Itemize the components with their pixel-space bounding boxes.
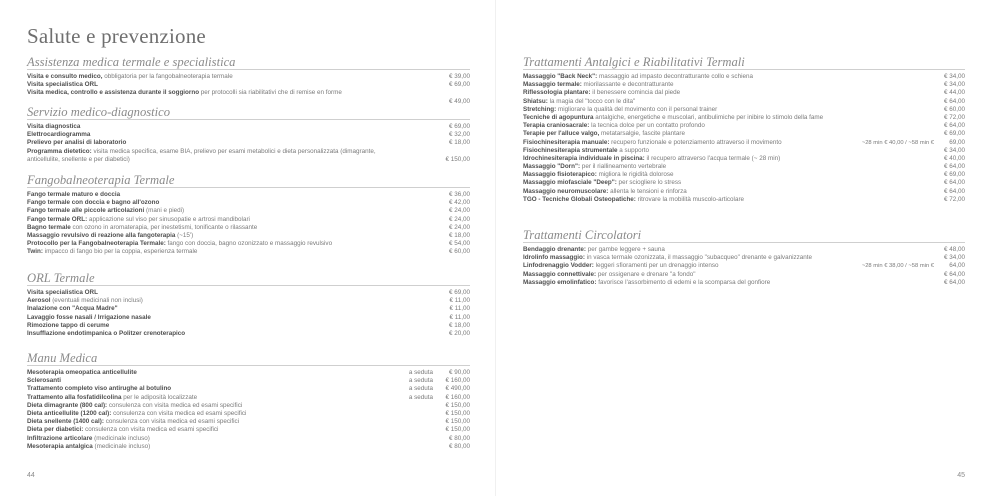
item-description	[523, 254, 883, 262]
item-name: Insufflazione endotimpanica o Politzer crenoterapico	[27, 329, 186, 337]
price-list-item	[27, 330, 470, 338]
item-description	[523, 89, 883, 97]
item-detail: consulenza con visita medica ed esami specifici	[111, 409, 247, 417]
price-list-item	[27, 297, 470, 305]
section-title: Assistenza medica termale e specialistica	[27, 55, 236, 69]
item-description	[27, 248, 387, 256]
item-detail: per il riallineamento vertebrale	[580, 163, 667, 171]
item-unit: a seduta	[408, 385, 433, 393]
item-detail: (mani e piedi)	[144, 207, 185, 215]
price-list-item	[27, 216, 470, 224]
item-description	[523, 246, 883, 254]
item-description	[27, 322, 387, 330]
price-list-item	[523, 147, 965, 155]
item-description	[523, 163, 883, 171]
item-price: € 18,00	[448, 321, 470, 329]
item-price: € 24,00	[448, 215, 470, 223]
item-name: Visita e consulto medico,	[27, 73, 103, 80]
item-name: Massaggio "Back Neck":	[523, 73, 598, 80]
item-price: € 64,00	[943, 122, 965, 130]
item-description	[27, 394, 387, 402]
section-title: Fangobalneoterapia Termale	[27, 173, 175, 187]
price-list-item	[27, 199, 470, 207]
section-rows	[27, 73, 470, 106]
item-price: € 69,00	[448, 123, 470, 130]
item-description	[523, 271, 883, 279]
item-description	[27, 377, 387, 385]
item-description	[27, 73, 387, 81]
item-detail: antalgiche, energetiche e muscolari, antibulimiche per inibire lo stimolo della fame	[593, 113, 824, 121]
item-name: Visita specialistica ORL	[27, 289, 98, 296]
item-price: € 64,00	[943, 163, 965, 171]
price-list-item	[27, 139, 470, 147]
section-divider	[27, 69, 470, 70]
item-description	[27, 131, 387, 139]
item-price: € 72,00	[943, 195, 965, 203]
section-divider	[523, 242, 965, 243]
item-description	[523, 81, 883, 89]
price-list-item	[523, 73, 965, 81]
price-list-item	[27, 81, 470, 89]
item-detail: ritrovare la mobilità muscolo-articolare	[635, 195, 745, 203]
item-description	[27, 330, 387, 338]
price-list-item	[27, 232, 470, 240]
price-list-item	[27, 402, 470, 410]
item-price: € 69,00	[448, 289, 470, 296]
price-list-item	[523, 262, 965, 270]
item-name: Aerosol	[27, 297, 51, 305]
item-description	[523, 179, 883, 187]
item-price: € 69,00	[943, 130, 965, 138]
item-price: € 150,00	[445, 418, 470, 426]
item-detail: consulenza con visita medica ed esami specifici	[107, 401, 243, 409]
price-list-item	[27, 426, 470, 434]
item-name: Shiatsu:	[523, 97, 548, 105]
item-name: Visita specialistica ORL	[27, 81, 98, 89]
section-rows	[27, 289, 470, 338]
item-price: € 49,00	[448, 97, 470, 105]
section-rows	[27, 191, 470, 257]
item-detail: visita medica specifica, esame BIA, prelievo per esami metabolici e dieta personalizzata (dimagrante, anticellulite, snellente e per diabetici)	[27, 147, 376, 163]
item-name: Dieta anticellulite (1200 cal):	[27, 409, 112, 417]
right-page	[496, 0, 992, 496]
item-price: € 18,00	[448, 139, 470, 147]
section-rows	[27, 123, 470, 164]
price-list-item	[523, 130, 965, 138]
item-price: € 160,00	[445, 377, 470, 385]
item-price: € 90,00	[448, 369, 470, 376]
section-rows	[27, 369, 470, 451]
item-detail: migliorare la qualità del movimento con il personal trainer	[556, 105, 718, 113]
item-price: € 24,00	[448, 207, 470, 215]
item-name: Massaggio connettivale:	[523, 270, 597, 278]
item-name: Terapia craniosacrale:	[523, 122, 590, 130]
price-list-item	[27, 89, 470, 105]
price-list-item	[523, 89, 965, 97]
section-divider	[27, 187, 470, 188]
item-unit: a seduta	[408, 369, 433, 376]
item-name: Twin:	[27, 248, 43, 256]
item-unit: a seduta	[408, 377, 433, 385]
item-name: Elettrocardiogramma	[27, 131, 91, 139]
price-list-item	[27, 191, 470, 199]
item-price: € 80,00	[448, 442, 470, 450]
price-list-item	[27, 435, 470, 443]
price-list-item	[523, 179, 965, 187]
item-name: Trattamento alla fosfatidilcolina	[27, 393, 122, 401]
item-price: € 34,00	[943, 254, 965, 262]
price-list-item	[27, 377, 470, 385]
item-name: Visita medica, controllo e assistenza durante il soggiorno	[27, 89, 200, 97]
item-detail: massaggio ad impasto decontratturante collo e schiena	[597, 73, 753, 80]
item-description	[27, 148, 382, 164]
item-description	[27, 402, 387, 410]
item-duration-price: ~28 min € 38,00 / ~58 min €	[861, 263, 934, 270]
item-price: € 11,00	[449, 313, 470, 321]
section-title: Manu Medica	[27, 351, 98, 365]
item-name: Massaggio revulsivo di reazione alla fangoterapia	[27, 231, 176, 239]
item-price: € 64,00	[943, 278, 965, 286]
item-detail: per protocolli sia riabilitativi che di remise en forme	[199, 89, 342, 97]
price-list-item	[27, 207, 470, 215]
item-description	[523, 73, 883, 81]
price-list-item	[27, 148, 470, 164]
price-list-item	[27, 443, 470, 451]
item-detail: la magia del "tocco con le dita"	[547, 97, 636, 105]
item-price: € 490,00	[445, 385, 470, 393]
item-price: € 34,00	[943, 81, 965, 89]
item-detail: con ozono in aromaterapia, per inestetismi, tonificante o rilassante	[70, 223, 258, 231]
price-list-item	[27, 305, 470, 313]
item-detail: miorilassante e decontratturante	[581, 81, 674, 89]
item-name: Fango termale alle piccole articolazioni	[27, 207, 145, 215]
item-detail: favorisce l'assorbimento di edemi e la scomparsa del gonfiore	[596, 278, 771, 286]
item-description	[27, 216, 387, 224]
item-description	[523, 155, 883, 163]
item-description	[27, 314, 387, 322]
item-detail: a supporto	[617, 146, 649, 154]
price-list-item	[27, 123, 470, 131]
item-detail: per sciogliere lo stress	[616, 179, 682, 187]
section-rows	[523, 246, 965, 287]
item-description	[523, 114, 883, 122]
item-duration-price: ~28 min € 40,00 / ~58 min €	[861, 139, 934, 146]
item-name: Fango termale ORL:	[27, 215, 88, 223]
page-number-right: 45	[957, 472, 965, 479]
item-price: € 42,00	[448, 199, 470, 207]
item-price: € 64,00	[943, 187, 965, 195]
item-detail: recupero funzionale e potenziamento attraverso il movimento	[609, 138, 782, 146]
section-orl-termale	[27, 271, 470, 338]
item-price: € 11,00	[449, 305, 470, 313]
item-detail: metatarsalgie, fascite plantare	[599, 130, 686, 138]
item-price: € 80,00	[448, 434, 470, 442]
item-price: 64,00	[949, 262, 965, 270]
item-description	[523, 188, 883, 196]
item-name: Massaggio neuromuscolare:	[523, 187, 609, 195]
section-title: Trattamenti Circolatori	[523, 228, 642, 242]
section-title: ORL Termale	[27, 271, 95, 285]
price-list-item	[27, 248, 470, 256]
item-description	[523, 196, 883, 204]
item-description	[27, 426, 387, 434]
item-detail: migliora le rigidità dolorose	[596, 171, 674, 179]
item-name: Bagno termale	[27, 223, 71, 231]
section-circolatori	[523, 228, 965, 287]
item-price: € 150,00	[445, 401, 470, 409]
item-detail: il recupero attraverso l'acqua termale (~ 28 min)	[644, 154, 781, 162]
item-detail: (eventuali medicinali non inclusi)	[50, 297, 143, 305]
item-description	[27, 123, 387, 131]
item-price: € 54,00	[448, 240, 470, 248]
item-description	[27, 369, 387, 377]
item-price: 69,00	[949, 138, 965, 146]
item-price: € 60,00	[448, 248, 470, 256]
item-price: € 160,00	[445, 393, 470, 401]
item-name: Terapie per l'alluce valgo,	[523, 130, 600, 138]
price-list-item	[27, 224, 470, 232]
item-price: € 20,00	[448, 329, 470, 337]
price-list-item	[27, 418, 470, 426]
price-list-item	[27, 410, 470, 418]
price-list-item	[27, 289, 470, 297]
price-list-item	[27, 314, 470, 322]
price-list-item	[523, 246, 965, 254]
item-detail: (~15')	[175, 231, 194, 239]
item-price: € 69,00	[943, 171, 965, 179]
section-rows	[523, 73, 965, 204]
section-title: Servizio medico-diagnostico	[27, 105, 171, 119]
item-detail: (medicinale incluso)	[92, 442, 151, 450]
item-detail: applicazione sul viso per sinusopatie e artrosi mandibolari	[87, 215, 250, 223]
item-price: € 64,00	[943, 97, 965, 105]
item-price: € 150,00	[445, 155, 470, 163]
price-list-item	[523, 106, 965, 114]
item-name: Massaggio miofasciale "Deep":	[523, 179, 617, 187]
item-price: € 40,00	[943, 154, 965, 162]
item-name: Massaggio fisioterapico:	[523, 171, 597, 179]
item-price: € 64,00	[943, 270, 965, 278]
section-manu-medica	[27, 351, 470, 451]
item-price: € 48,00	[943, 246, 965, 253]
section-assistenza	[27, 55, 470, 106]
item-name: Stretching:	[523, 105, 557, 113]
item-description	[27, 297, 387, 305]
item-description	[27, 207, 387, 215]
item-name: Fango termale con doccia e bagno all'ozono	[27, 199, 160, 207]
price-list-item	[523, 122, 965, 130]
item-name: Idrolinfo massaggio:	[523, 254, 585, 262]
item-price: € 72,00	[943, 113, 965, 121]
item-name: Rimozione tappo di cerume	[27, 321, 110, 329]
item-description	[27, 89, 382, 97]
item-description	[27, 443, 387, 451]
item-name: Fisiochinesiterapia strumentale	[523, 146, 618, 154]
section-divider	[27, 285, 470, 286]
item-description	[523, 171, 883, 179]
item-price: € 64,00	[943, 179, 965, 187]
price-list-item	[523, 98, 965, 106]
item-price: € 24,00	[448, 223, 470, 231]
item-price: € 44,00	[943, 89, 965, 97]
item-price: € 150,00	[445, 426, 470, 434]
page-title: Salute e prevenzione	[27, 24, 206, 48]
item-description	[27, 191, 387, 199]
item-detail: consulenza con visita medica ed esami specifici	[104, 418, 240, 426]
item-description	[523, 130, 883, 138]
item-name: Fango termale maturo e doccia	[27, 191, 121, 198]
item-name: Programma dietetico:	[27, 147, 92, 155]
price-list-item	[523, 163, 965, 171]
page-number-left: 44	[27, 472, 35, 479]
item-detail: consulenza con visita medica ed esami specifici	[83, 426, 219, 434]
price-list-item	[523, 155, 965, 163]
item-name: TGO - Tecniche Globali Osteopatiche:	[523, 195, 636, 203]
price-list-item	[27, 322, 470, 330]
price-list-item	[27, 369, 470, 377]
item-description	[523, 98, 883, 106]
item-name: Mesoterapia antalgica	[27, 442, 93, 450]
section-diagnostico	[27, 105, 470, 164]
item-detail: allenta le tensioni e rinforza	[608, 187, 687, 195]
item-name: Idrochinesiterapia individuale in piscina:	[523, 154, 645, 162]
item-description	[523, 106, 883, 114]
section-fangobalneoterapia	[27, 173, 470, 257]
item-detail: per gambe leggere + sauna	[585, 246, 665, 253]
item-name: Dieta snellente (1400 cal):	[27, 418, 104, 426]
price-list-item	[523, 279, 965, 287]
price-list-item	[523, 139, 965, 147]
item-price: € 60,00	[943, 105, 965, 113]
item-name: Dieta per diabetici:	[27, 426, 84, 434]
item-name: Infiltrazione articolare	[27, 434, 93, 442]
section-divider	[27, 119, 470, 120]
price-list-item	[27, 240, 470, 248]
item-price: € 36,00	[448, 191, 470, 198]
item-name: Trattamento completo viso antirughe al botulino	[27, 385, 172, 393]
item-description	[27, 199, 387, 207]
item-name: Linfodrenaggio Vodder:	[523, 262, 594, 270]
item-name: Tecniche di agopuntura	[523, 113, 594, 121]
item-description	[27, 232, 387, 240]
item-description	[523, 139, 883, 147]
item-price: € 34,00	[943, 146, 965, 154]
item-description	[27, 139, 387, 147]
item-name: Visita diagnostica	[27, 123, 81, 130]
item-name: Sclerosanti	[27, 377, 61, 385]
price-list-item	[27, 73, 470, 81]
item-detail: per le adiposità localizzate	[121, 393, 198, 401]
item-description	[27, 81, 387, 89]
price-list-item	[27, 394, 470, 402]
item-detail: il benessere comincia dal piede	[590, 89, 681, 97]
section-divider	[27, 365, 470, 366]
item-name: Protocollo per la Fangobalneoterapia Termale:	[27, 240, 166, 248]
item-description	[27, 385, 387, 393]
item-price: € 39,00	[448, 73, 470, 80]
price-list-item	[523, 114, 965, 122]
section-divider	[523, 69, 965, 70]
item-description	[523, 122, 883, 130]
item-name: Prelievo per analisi di laboratorio	[27, 139, 127, 147]
item-description	[523, 147, 883, 155]
price-list-item	[523, 254, 965, 262]
price-list-item	[523, 271, 965, 279]
item-detail: leggeri sfioramenti per un drenaggio intenso	[593, 262, 719, 270]
item-detail: per ossigenare e drenare "a fondo"	[596, 270, 696, 278]
item-name: Bendaggio drenante:	[523, 246, 586, 253]
item-description	[27, 418, 387, 426]
item-detail: obbligatoria per la fangobalneoterapia termale	[102, 73, 233, 80]
price-list-item	[523, 188, 965, 196]
item-name: Fisiochinesiterapia manuale:	[523, 138, 610, 146]
item-description	[27, 410, 387, 418]
item-description	[523, 262, 883, 270]
item-detail: impacco di fango bio per la coppia, esperienza termale	[42, 248, 198, 256]
item-detail: la tecnica dolce per un contatto profondo	[589, 122, 705, 130]
item-name: Dieta dimagrante (800 cal):	[27, 401, 108, 409]
item-detail: fango con doccia, bagno ozonizzato e massaggio revulsivo	[165, 240, 333, 248]
item-description	[27, 305, 387, 313]
item-name: Massaggio "Dorn":	[523, 163, 581, 171]
price-list-item	[27, 131, 470, 139]
item-name: Lavaggio fosse nasali / Irrigazione nasale	[27, 313, 151, 321]
item-description	[27, 240, 387, 248]
item-price: € 11,00	[449, 297, 470, 305]
item-name: Riflessologia plantare:	[523, 89, 591, 97]
item-unit: a seduta	[408, 393, 433, 401]
item-price: € 34,00	[943, 73, 965, 80]
section-antalgici	[523, 55, 965, 204]
item-price: € 69,00	[448, 81, 470, 89]
item-name: Mesoterapia omeopatica anticellulite	[27, 369, 137, 376]
item-description	[27, 435, 387, 443]
item-name: Massaggio emolinfatico:	[523, 278, 597, 286]
item-price: € 18,00	[448, 231, 470, 239]
item-detail: (medicinale incluso)	[92, 434, 150, 442]
price-list-item	[523, 196, 965, 204]
item-name: Inalazione con "Acqua Madre"	[27, 305, 118, 313]
section-title: Trattamenti Antalgici e Riabilitativi Termali	[523, 55, 745, 69]
price-list-item	[27, 385, 470, 393]
item-name: Massaggio termale:	[523, 81, 582, 89]
item-price: € 150,00	[445, 409, 470, 417]
item-description	[523, 279, 883, 287]
item-description	[27, 289, 387, 297]
item-price: € 32,00	[448, 131, 470, 139]
item-detail: in vasca termale ozonizzata, il massaggio "subacqueo" drenante e galvanizzante	[584, 254, 813, 262]
price-list-item	[523, 81, 965, 89]
item-description	[27, 224, 387, 232]
price-list-item	[523, 171, 965, 179]
